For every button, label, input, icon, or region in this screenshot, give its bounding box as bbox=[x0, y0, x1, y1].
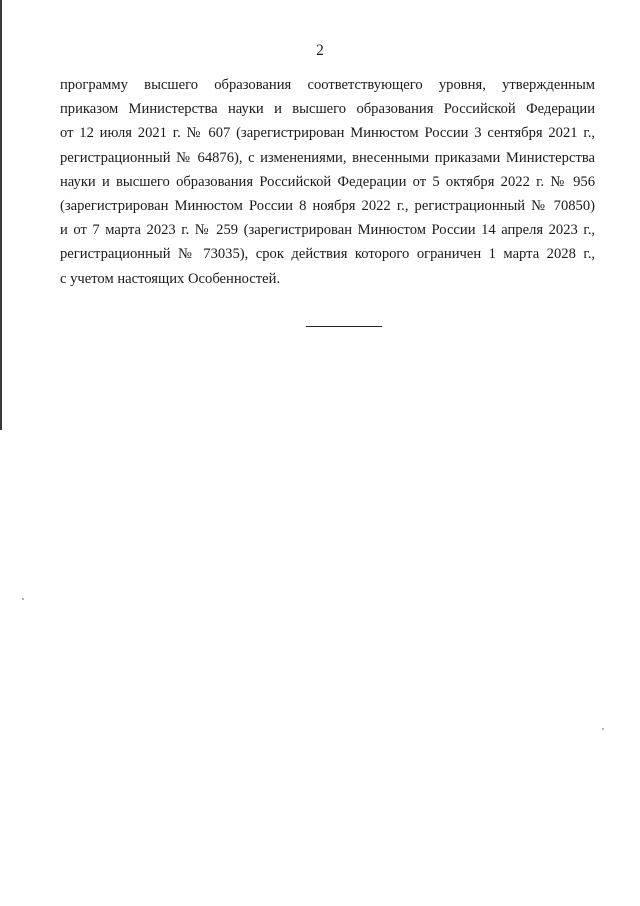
text-line: программу высшего образования соответствующего уровня, утвержденным bbox=[60, 77, 595, 93]
page-number: 2 bbox=[316, 42, 324, 59]
body-paragraph bbox=[60, 73, 595, 291]
text-line: (зарегистрирован Минюстом России 8 ноября 2022 г., регистрационный № 70850) bbox=[60, 198, 595, 215]
text-line: приказом Министерства науки и высшего образования Российской Федерации bbox=[60, 101, 595, 118]
text-line: с учетом настоящих Особенностей. bbox=[60, 270, 281, 287]
end-divider bbox=[306, 326, 382, 327]
text-line: регистрационный № 73035), срок действия которого ограничен 1 марта 2028 г., bbox=[60, 246, 595, 263]
scan-speck bbox=[602, 728, 604, 730]
text-line: науки и высшего образования Российской Федерации от 5 октября 2022 г. № 956 bbox=[60, 173, 595, 190]
text-line: от 12 июля 2021 г. № 607 (зарегистрирован Минюстом России 3 сентября 2021 г., bbox=[60, 125, 595, 142]
scan-speck bbox=[22, 598, 24, 600]
text-line: регистрационный № 64876), с изменениями, внесенными приказами Министерства bbox=[60, 149, 595, 166]
scan-left-edge bbox=[0, 0, 2, 430]
text-line: и от 7 марта 2023 г. № 259 (зарегистрирован Минюстом России 14 апреля 2023 г., bbox=[60, 222, 595, 239]
